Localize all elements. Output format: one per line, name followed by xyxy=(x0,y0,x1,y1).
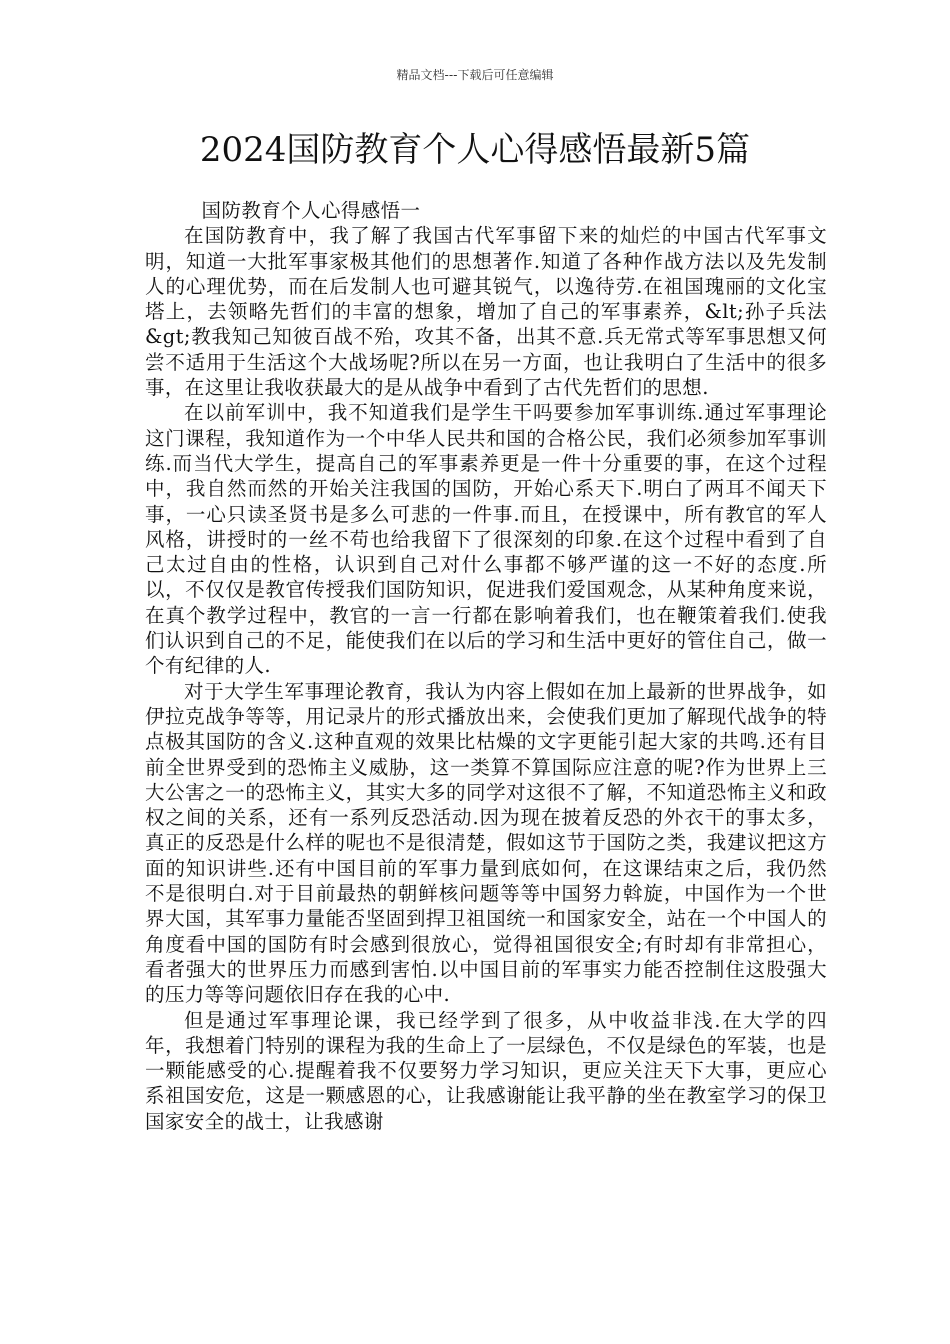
header-note: 精品文档---下载后可任意编辑 xyxy=(396,68,554,82)
paragraph: 但是通过军事理论课，我已经学到了很多，从中收益非浅.在大学的四年，我想着门特别的课程为我的生命上了一层绿色，不仅是绿色的军装，也是一颗能感受的心.提醒着我不仅要努力学习知识，更应关注天下大事，更应心系祖国安危，这是一颗感恩的心，让我感谢能让我平静的坐在教室学习的保卫国家安全的战士，让我感谢 xyxy=(145,1008,827,1133)
paragraph: 在国防教育中，我了解了我国古代军事留下来的灿烂的中国古代军事文明，知道一大批军事家极其他们的思想著作.知道了各种作战方法以及先发制人的心理优势，而在后发制人也可避其锐气，以逸待劳.在祖国瑰丽的文化宝塔上，去领略先哲们的丰富的想象，增加了自己的军事素养，&lt;孙子兵法&gt;教我知己知彼百战不殆，攻其不备，出其不意.兵无常式等军事思想又何尝不适用于生活这个大战场呢?所以在另一方面，也让我明白了生活中的很多事，在这里让我收获最大的是从战争中看到了古代先哲们的思想. xyxy=(145,224,827,400)
paragraph: 在以前军训中，我不知道我们是学生干吗要参加军事训练.通过军事理论这门课程，我知道作为一个中华人民共和国的合格公民，我们必须参加军事训练.而当代大学生，提高自己的军事素养更是一件十分重要的事，在这个过程中，我自然而然的开始关注我国的国防，开始心系天下.明白了两耳不闻天下事，一心只读圣贤书是多么可悲的一件事.而且，在授课中，所有教官的军人风格，讲授时的一丝不苟也给我留下了很深刻的印象.在这个过程中看到了自己太过自由的性格，认识到自己对什么事都不够严谨的这一不好的态度.所以，不仅仅是教官传授我们国防知识，促进我们爱国观念，从某种角度来说，在真个教学过程中，教官的一言一行都在影响着我们，也在鞭策着我们.使我们认识到自己的不足，能使我们在以后的学习和生活中更好的管住自己，做一个有纪律的人. xyxy=(145,401,827,678)
page-title: 2024国防教育个人心得感悟最新5篇 xyxy=(199,130,751,170)
paragraph: 对于大学生军事理论教育，我认为内容上假如在加上最新的世界战争，如伊拉克战争等等，用记录片的形式播放出来，会使我们更加了解现代战争的特点极其国防的含义.这种直观的效果比枯燥的文字更能引起大家的共鸣.还有目前全世界受到的恐怖主义威胁，这一类算不算国际应注意的呢?作为世界上三大公害之一的恐怖主义，其实大多的同学对这很不了解，不知道恐怖主义和政权之间的关系，还有一系列反恐活动.因为现在披着反恐的外衣干的事太多，真正的反恐是什么样的呢也不是很清楚，假如这节于国防之类，我建议把这方面的知识讲些.还有中国目前的军事力量到底如何，在这课结束之后，我仍然不是很明白.对于目前最热的朝鲜核问题等等中国努力斡旋，中国作为一个世界大国，其军事力量能否坚固到捍卫祖国统一和国家安全，站在一个中国人的角度看中国的国防有时会感到很放心，觉得祖国很安全;有时却有非常担心，看者强大的世界压力而感到害怕.以中国目前的军事实力能否控制住这股强大的压力等等问题依旧存在我的心中. xyxy=(145,679,827,1007)
section-heading: 国防教育个人心得感悟一 xyxy=(201,199,421,222)
document-body xyxy=(145,198,827,1134)
